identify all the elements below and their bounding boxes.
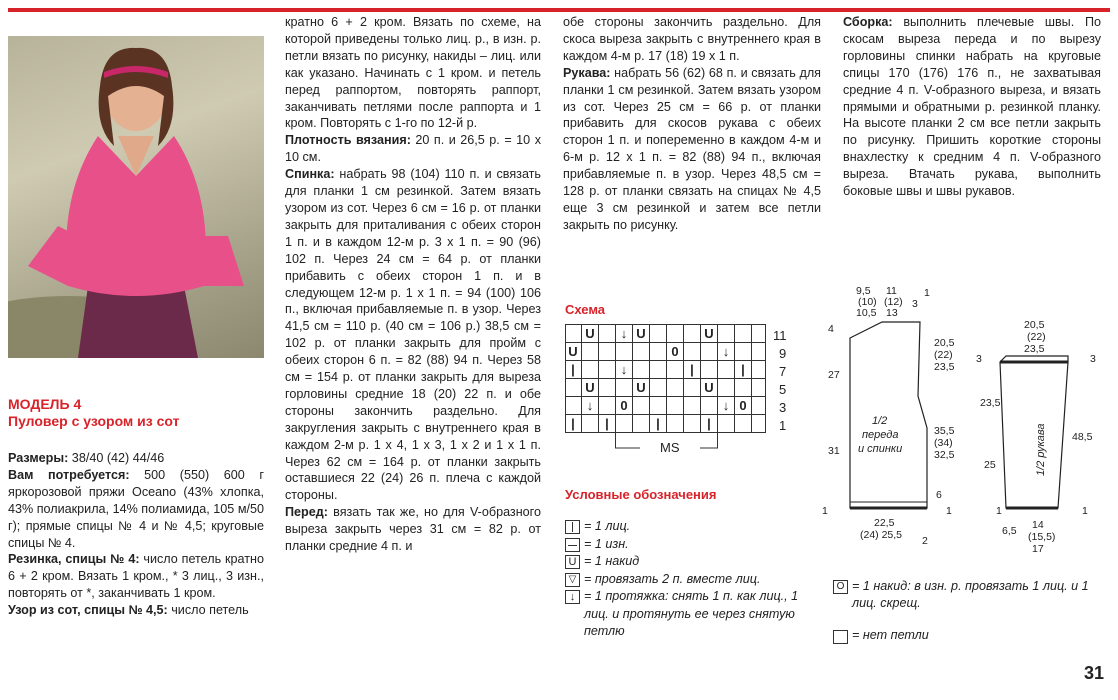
svg-text:|: | — [571, 362, 575, 377]
svg-text:U: U — [636, 380, 646, 395]
sleeve-pattern-diagram — [972, 316, 1102, 560]
svg-text:(22): (22) — [1027, 331, 1046, 343]
svg-text:0: 0 — [671, 344, 679, 359]
slip-symbol-icon: ↓ — [565, 590, 580, 604]
svg-text:11: 11 — [886, 285, 897, 297]
paragraph: Перед: вязать так же, но для V-образного выреза закрыть через 31 см = 82 р. от планки средние 4 п. и — [285, 505, 541, 554]
svg-text:48,5: 48,5 — [1072, 431, 1093, 443]
svg-text:3: 3 — [912, 298, 918, 310]
svg-text:переда: переда — [862, 429, 899, 441]
legend-item: = 1 лиц. — [565, 518, 815, 536]
svg-text:22,5: 22,5 — [874, 517, 895, 529]
paragraph: кратно 6 + 2 кром. Вязать по схеме, на которой приведены только лиц. р., в изн. р. петли вязать по рисунку, накиды – лиц. или как указано. Начинать с 1 кром. и петель перед раппортом, повторять раппорт, заканчивать петлями после раппорта и 1 кром. Повторять с 1-го по 12-й р. — [285, 15, 541, 131]
svg-text:U: U — [636, 326, 646, 341]
svg-text:|: | — [690, 362, 694, 377]
svg-text:|: | — [741, 362, 745, 377]
svg-text:1: 1 — [996, 505, 1002, 517]
legend-item: = нет петли — [833, 628, 929, 644]
stitch-chart — [565, 324, 795, 458]
chart-row-number: 5 — [779, 382, 787, 397]
column-3 — [563, 14, 821, 234]
top-rule — [8, 8, 1110, 12]
legend — [565, 518, 815, 641]
model-photo — [8, 36, 264, 358]
svg-text:↓: ↓ — [722, 398, 730, 413]
svg-text:13: 13 — [886, 307, 898, 319]
chart-row-number: 11 — [773, 328, 787, 343]
paragraph: Вам потребуется: 500 (550) 600 г яркорозовой пряжи Oceano (43% хлопка, 43% полиакрила, 14% полиамида, 105 м/50 г); прямые спицы № 4 и № 4,5; круговые спицы № 4. — [8, 467, 264, 550]
k2tog-symbol-icon: ▽ — [565, 573, 580, 587]
model-number: МОДЕЛЬ 4 — [8, 396, 82, 412]
svg-text:и спинки: и спинки — [858, 443, 903, 455]
svg-text:3: 3 — [976, 353, 982, 365]
paragraph: обе стороны закончить раздельно. Для скоса выреза закрыть с внутреннего края в каждом 4-м р. 17 (18) 19 х 1 п. — [563, 15, 821, 63]
svg-text:(24) 25,5: (24) 25,5 — [860, 529, 903, 541]
paragraph: Спинка: набрать 98 (104) 110 п. и связать для планки 1 см резинкой. Затем вязать узором из сот. Через 6 см = 16 р. от планки закрыть для приталивания с обеих сторон 1 п. и в каждом 12-м р. 3 х 1 п. = 90 (96) 102 п. Через 24 см = 64 р. от планки прибавить с обеих сторон 1 п. и в следующем 12-м р. 1 х 1 п. = 94 (100) 106 п., включая прибавляемые п. в узор. Через 41,5 см = 110 р. (40 см = 106 р.) 38,5 см = 102 р. от планки закрыть для пройм с обеих сторон 6 п. = 82 (88) 94 п. Через 58 см = 154 р. от планки закрыть для выреза горловины средние 18 (20) 22 п. и обе стороны закончить раздельно. Для закругления закрыть с внутреннего края в каждом 2-м р. 1 х 4, 1 х 3, 1 х 2 и 1 х 1 п. Через 62 см = 164 р. от планки закрыть оставшиеся 22 (24) 26 п. плеча с каждой стороны. — [285, 167, 541, 503]
svg-text:1: 1 — [822, 505, 828, 517]
model-illustration — [8, 36, 264, 358]
svg-text:|: | — [571, 416, 575, 431]
svg-text:U: U — [585, 326, 595, 341]
svg-text:1: 1 — [1082, 505, 1088, 517]
svg-text:U: U — [568, 344, 578, 359]
svg-text:↓: ↓ — [722, 344, 730, 359]
body-pattern-diagram — [820, 282, 970, 560]
legend-item: U = 1 накид — [565, 553, 815, 571]
column-4 — [843, 14, 1101, 200]
svg-text:U: U — [704, 380, 714, 395]
svg-text:|: | — [605, 416, 609, 431]
paragraph: Сборка: выполнить плечевые швы. По скосам выреза переда и по вырезу горловины спинки набрать на круговые спицы 170 (176) 176 п., не захватывая средние 4 п. V-образного выреза, и вязать прямыми и обратными р. резинкой планку. На высоте планки 2 см все петли закрыть по рисунку. Пришить короткие стороны внахлестку к средним 4 п. V-образного выреза. Втачать рукава, выполнить боковые швы и швы рукавов. — [843, 15, 1101, 199]
paragraph: Плотность вязания: 20 п. и 26,5 р. = 10 х 10 см. — [285, 133, 541, 165]
svg-text:(10): (10) — [858, 296, 877, 308]
legend-no-stitch — [833, 628, 929, 644]
legend-item: O = 1 накид: в изн. р. провязать 1 лиц. и 1 лиц. скрещ. — [833, 578, 1103, 612]
svg-text:0: 0 — [739, 398, 747, 413]
svg-text:↓: ↓ — [620, 326, 628, 341]
svg-text:27: 27 — [828, 369, 840, 381]
svg-text:|: | — [707, 416, 711, 431]
chart-row-number: 1 — [779, 418, 787, 433]
purl-symbol-icon — [565, 538, 580, 552]
svg-text:U: U — [585, 380, 595, 395]
paragraph: Узор из сот, спицы № 4,5: число петель — [8, 603, 249, 618]
svg-text:23,5: 23,5 — [1024, 343, 1045, 355]
svg-text:9,5: 9,5 — [856, 285, 871, 297]
svg-text:6,5: 6,5 — [1002, 525, 1017, 537]
paragraph: Резинка, спицы № 4: число петель кратно 6 + 2 кром. Вязать 1 кром., * 3 лиц., 3 изн., повторять от *, заканчивать 1 кром. — [8, 552, 264, 601]
legend-yo-purl — [833, 578, 1103, 612]
svg-text:25: 25 — [984, 459, 996, 471]
svg-text:4: 4 — [828, 323, 834, 335]
svg-text:|: | — [656, 416, 660, 431]
schema-title: Схема — [565, 302, 606, 317]
model-heading — [8, 396, 179, 430]
svg-text:(34): (34) — [934, 437, 953, 449]
svg-text:↓: ↓ — [586, 398, 594, 413]
model-title: Пуловер с узором из сот — [8, 413, 180, 429]
yo-symbol-icon: O — [833, 580, 848, 594]
legend-item: ▽ = провязать 2 п. вместе лиц. — [565, 571, 815, 589]
paragraph: Рукава: набрать 56 (62) 68 п. и связать для планки 1 см резинкой. Затем вязать узором из сот. Через 25 см = 66 р. от планки прибавить для скосов рукава с обеих сторон 1 п. и попеременно в каждом 4-м и 6-м р. 12 х 1 п. = 82 (88) 94 п., включая прибавляемые п. в узор. Через 48,5 см = 128 р. от планки связать на спицах № 4,5 еще 3 см резинкой и затем все петли закрыть по рисунку. — [563, 65, 821, 232]
svg-text:20,5: 20,5 — [1024, 319, 1045, 331]
svg-text:23,5: 23,5 — [934, 361, 955, 373]
column-1 — [8, 450, 264, 619]
no-stitch-symbol-icon — [833, 630, 848, 644]
svg-text:31: 31 — [828, 445, 840, 457]
svg-text:6: 6 — [936, 489, 942, 501]
svg-text:U: U — [704, 326, 714, 341]
svg-text:(15,5): (15,5) — [1028, 531, 1056, 543]
svg-text:↓: ↓ — [620, 362, 628, 377]
yarn-over-symbol-icon: U — [565, 555, 580, 569]
svg-text:35,5: 35,5 — [934, 425, 955, 437]
svg-text:1/2 рукава: 1/2 рукава — [1035, 423, 1047, 476]
knit-symbol-icon — [565, 520, 580, 534]
chart-row-number: 7 — [779, 364, 787, 379]
svg-text:17: 17 — [1032, 543, 1044, 555]
chart-row-number: 3 — [779, 400, 787, 415]
svg-text:(22): (22) — [934, 349, 953, 361]
svg-text:0: 0 — [620, 398, 628, 413]
svg-text:10,5: 10,5 — [856, 307, 877, 319]
svg-text:23,5: 23,5 — [980, 397, 1001, 409]
svg-text:32,5: 32,5 — [934, 449, 955, 461]
svg-text:1: 1 — [946, 505, 952, 517]
svg-text:20,5: 20,5 — [934, 337, 955, 349]
svg-text:(12): (12) — [884, 296, 903, 308]
column-2 — [285, 14, 541, 555]
svg-text:2: 2 — [922, 535, 928, 547]
ms-label: MS — [660, 440, 680, 455]
paragraph: Размеры: 38/40 (42) 44/46 — [8, 451, 165, 465]
svg-text:14: 14 — [1032, 519, 1044, 531]
page-number: 31 — [1083, 663, 1104, 683]
legend-item: = 1 изн. — [565, 536, 815, 554]
chart-row-number: 9 — [779, 346, 787, 361]
svg-text:3: 3 — [1090, 353, 1096, 365]
svg-text:1/2: 1/2 — [872, 415, 888, 427]
svg-text:1: 1 — [924, 287, 930, 299]
legend-item: ↓ = 1 протяжка: снять 1 п. как лиц., 1 лиц. и протянуть ее через снятую петлю — [565, 588, 815, 641]
legend-title: Условные обозначения — [565, 487, 717, 502]
